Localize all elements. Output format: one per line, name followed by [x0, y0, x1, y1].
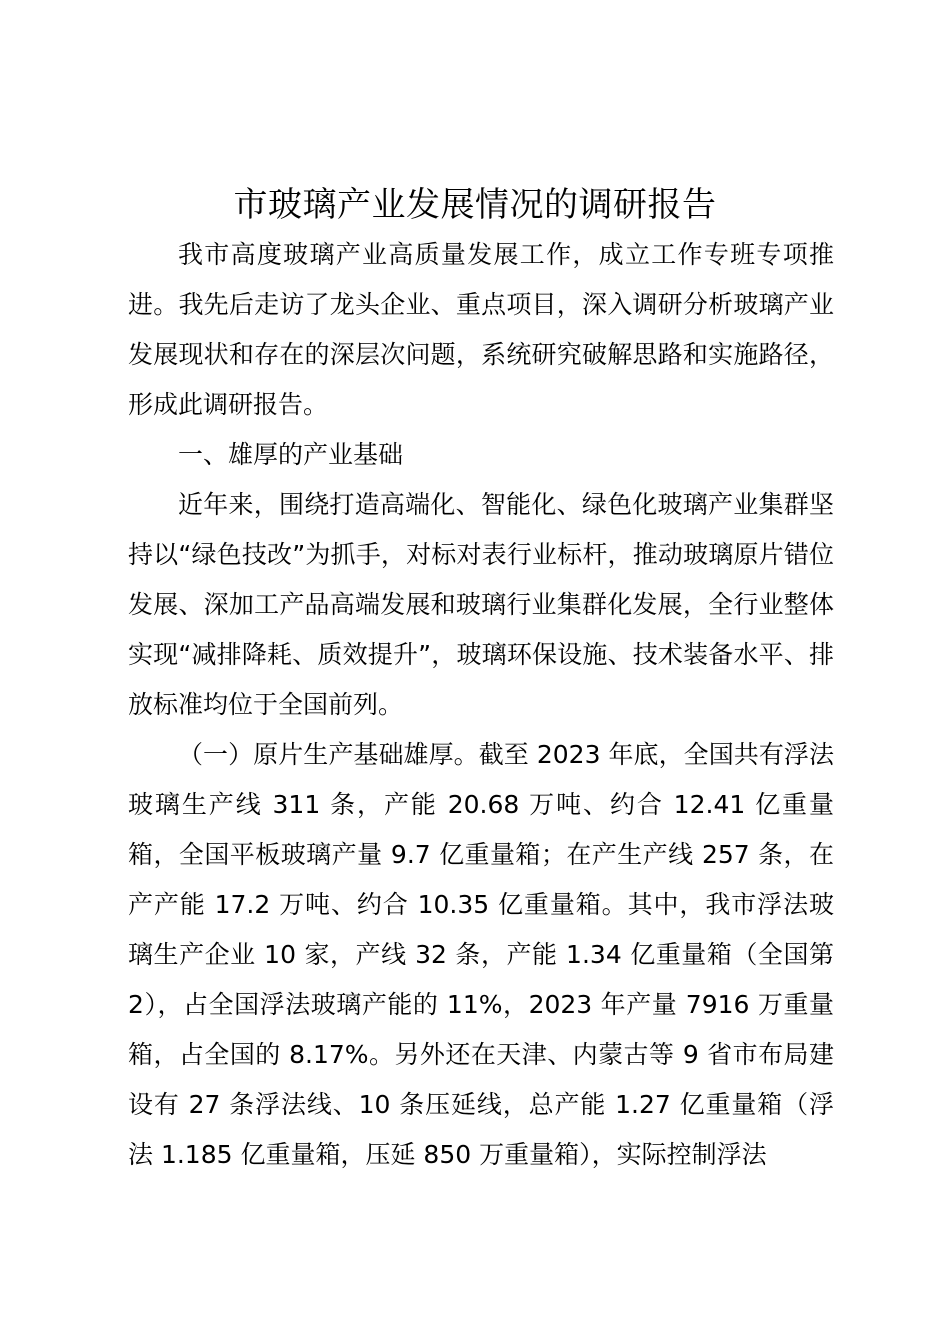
subsection-paragraph: （一）原片生产基础雄厚。截至 2023 年底，全国共有浮法玻璃生产线 311 条，产能 20.68 万吨、约合 12.41 亿重量箱，全国平板玻璃产量 9.7 亿重量箱；在产生产线 257 条，在产产能 17.2 万吨、约合 10.35 亿重量箱。其中，我市浮法玻璃生产企业 10 家，产线 32 条，产能 1.34 亿重量箱（全国第 2），占全国浮法玻璃产能的 11%，2023 年产量 7916 万重量箱，占全国的 8.17%。另外还在天津、内蒙古等 9 省市布局建设有 27 条浮法线、10 条压延线，总产能 1.27 亿重量箱（浮法 1.185 亿重量箱，压延 850 万重量箱），实际控制浮法 [128, 740, 834, 1169]
section-paragraph: 近年来，围绕打造高端化、智能化、绿色化玻璃产业集群坚持以“绿色技改”为抓手，对标对表行业标杆，推动玻璃原片错位发展、深加工产品高端发展和玻璃行业集群化发展，全行业整体实现“减排降耗、质效提升”，玻璃环保设施、技术装备水平、排放标准均位于全国前列。 [128, 490, 834, 719]
document-body [128, 230, 834, 1180]
document-title: 市玻璃产业发展情况的调研报告 [233, 185, 717, 225]
section-heading: 一、雄厚的产业基础 [178, 440, 404, 469]
intro-paragraph: 我市高度玻璃产业高质量发展工作，成立工作专班专项推进。我先后走访了龙头企业、重点项目，深入调研分析玻璃产业发展现状和存在的深层次问题，系统研究破解思路和实施路径，形成此调研报告。 [128, 240, 834, 419]
